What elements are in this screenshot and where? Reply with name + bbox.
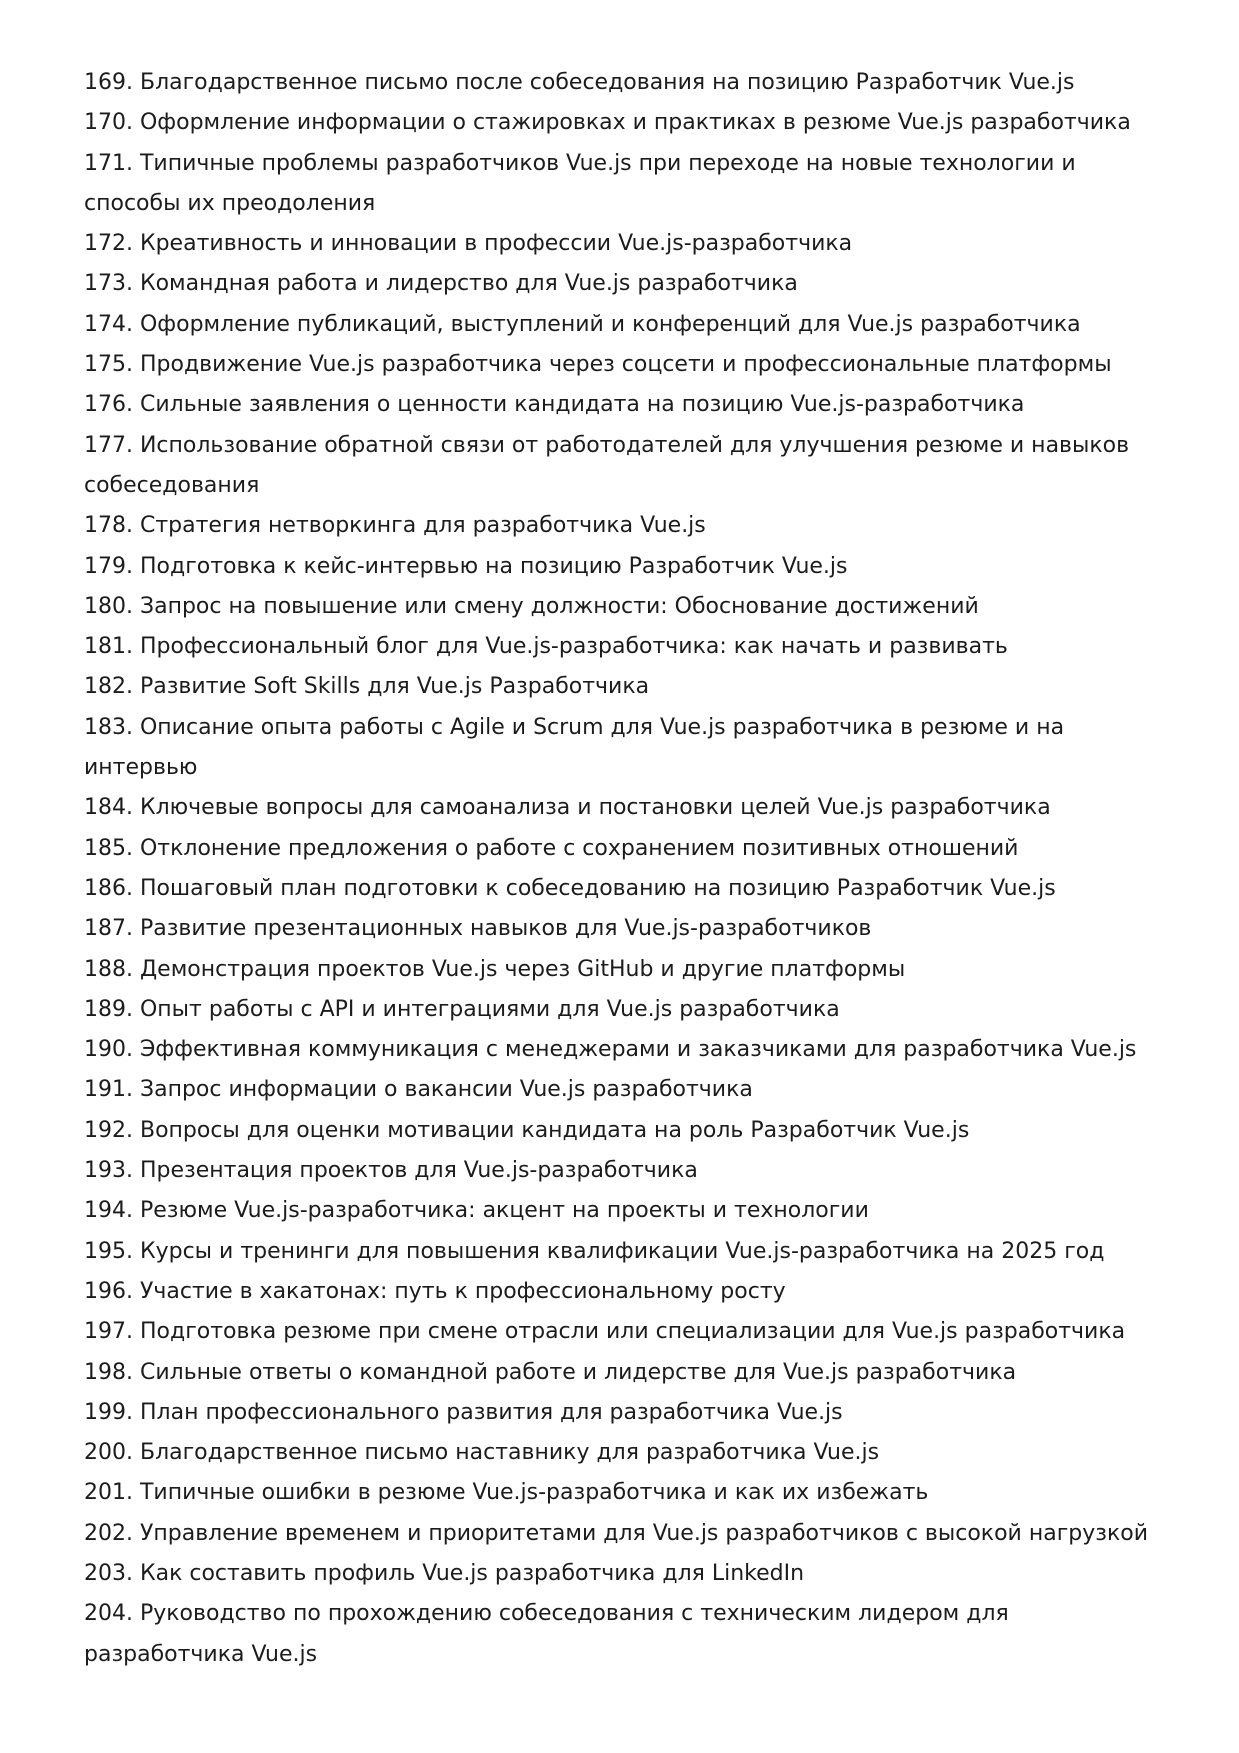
topic-list [84,63,1164,1675]
list-item: 182. Развитие Soft Skills для Vue.js Разработчика [84,674,650,700]
list-item: 169. Благодарственное письмо после собеседования на позицию Разработчик Vue.js [84,70,1075,95]
list-item: 200. Благодарственное письмо наставнику для разработчика Vue.js [84,1440,880,1466]
list-item: 202. Управление временем и приоритетами для Vue.js разработчиков с высокой нагрузкой [84,1520,1148,1546]
list-item: 192. Вопросы для оценки мотивации кандидата на роль Разработчик Vue.js [84,1117,970,1143]
list-item: 193. Презентация проектов для Vue.js-разработчика [84,1158,698,1184]
list-item: 185. Отклонение предложения о работе с сохранением позитивных отношений [84,835,1019,861]
list-item: 191. Запрос информации о вакансии Vue.js разработчика [84,1077,753,1103]
list-item: 196. Участие в хакатонах: путь к профессиональному росту [84,1278,786,1304]
list-item: 187. Развитие презентационных навыков для Vue.js-разработчиков [84,916,872,942]
list-item: 201. Типичные ошибки в резюме Vue.js-разработчика и как их избежать [84,1480,929,1506]
list-item: 174. Оформление публикаций, выступлений и конференций для Vue.js разработчика [84,311,1081,337]
list-item: 204. Руководство по прохождению собеседования с техническим лидером для разработчика Vue.js [84,1601,1009,1667]
list-item: 199. План профессионального развития для разработчика Vue.js [84,1399,843,1425]
list-item: 183. Описание опыта работы с Agile и Scrum для Vue.js разработчика в резюме и на интервью [84,714,1065,781]
list-item: 195. Курсы и тренинги для повышения квалификации Vue.js-разработчика на 2025 год [84,1238,1105,1264]
list-item: 194. Резюме Vue.js-разработчика: акцент на проекты и технологии [84,1198,869,1224]
list-item: 177. Использование обратной связи от работодателей для улучшения резюме и навыков собеседования [84,432,1130,498]
list-item: 181. Профессиональный блог для Vue.js-разработчика: как начать и развивать [84,634,1008,660]
list-item: 178. Стратегия нетворкинга для разработчика Vue.js [84,513,706,539]
list-item: 176. Сильные заявления о ценности кандидата на позицию Vue.js-разработчика [84,392,1025,418]
list-item: 170. Оформление информации о стажировках и практиках в резюме Vue.js разработчика [84,110,1131,136]
list-item: 188. Демонстрация проектов Vue.js через GitHub и другие платформы [84,956,906,982]
list-item: 175. Продвижение Vue.js разработчика через соцсети и профессиональные платформы [84,352,1112,378]
list-item: 190. Эффективная коммуникация с менеджерами и заказчиками для разработчика Vue.js [84,1037,1137,1063]
list-item: 198. Сильные ответы о командной работе и лидерстве для Vue.js разработчика [84,1359,1017,1385]
list-item: 203. Как составить профиль Vue.js разработчика для LinkedIn [84,1560,805,1586]
list-item: 180. Запрос на повышение или смену должности: Обоснование достижений [84,593,979,619]
list-item: 173. Командная работа и лидерство для Vue.js разработчика [84,271,798,297]
list-item: 197. Подготовка резюме при смене отрасли или специализации для Vue.js разработчика [84,1319,1126,1345]
list-item: 184. Ключевые вопросы для самоанализа и постановки целей Vue.js разработчика [84,795,1051,821]
list-item: 189. Опыт работы с API и интеграциями для Vue.js разработчика [84,996,840,1022]
list-item: 172. Креативность и инновации в профессии Vue.js-разработчика [84,231,853,257]
list-item: 186. Пошаговый план подготовки к собеседованию на позицию Разработчик Vue.js [84,875,1056,901]
list-item: 171. Типичные проблемы разработчиков Vue.js при переходе на новые технологии и способы их преодоления [84,150,1076,216]
list-item: 179. Подготовка к кейс-интервью на позицию Разработчик Vue.js [84,553,848,579]
